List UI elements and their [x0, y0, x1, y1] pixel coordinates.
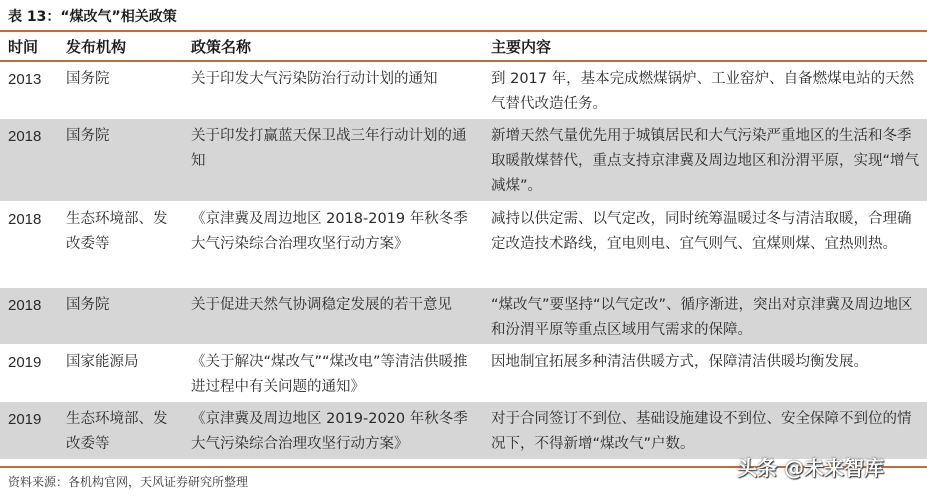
- cell-year: 2018: [0, 118, 58, 201]
- cell-year: 2019: [0, 344, 58, 401]
- header-content: 主要内容: [483, 32, 927, 61]
- cell-content: 减持以供定需、以气定改，同时统筹温暖过冬与清洁取暖，合理确定改造技术路线，宜电则电、宜气则气、宜煤则煤、宜热则热。: [483, 201, 927, 287]
- cell-content: 到 2017 年，基本完成燃煤锅炉、工业窑炉、自备燃煤电站的天然气替代改造任务。: [483, 61, 927, 118]
- watermark: 头条 @未来智库: [737, 456, 884, 480]
- cell-policy: 《京津冀及周边地区 2018-2019 年秋冬季大气污染综合治理攻坚行动方案》: [183, 201, 483, 287]
- header-org: 发布机构: [58, 32, 183, 61]
- cell-org: 国务院: [58, 118, 183, 201]
- cell-content: 对于合同签订不到位、基础设施建设不到位、安全保障不到位的情况下，不得新增“煤改气”户数。: [483, 401, 927, 459]
- table-row: [0, 118, 927, 201]
- cell-org: 生态环境部、发改委等: [58, 201, 183, 287]
- table-row: [0, 287, 927, 344]
- cell-policy: 《京津冀及周边地区 2019-2020 年秋冬季大气污染综合治理攻坚行动方案》: [183, 401, 483, 459]
- cell-year: 2019: [0, 401, 58, 459]
- policy-table: [0, 32, 927, 460]
- table-row: [0, 401, 927, 459]
- table-row: [0, 201, 927, 287]
- table-title: 表 13：“煤改气”相关政策: [8, 9, 177, 25]
- cell-org: 国家能源局: [58, 344, 183, 401]
- cell-year: 2013: [0, 61, 58, 118]
- cell-content: “煤改气”要坚持“以气定改”、循序渐进，突出对京津冀及周边地区和汾渭平原等重点区域用气需求的保障。: [483, 287, 927, 344]
- header-year: 时间: [0, 32, 58, 61]
- cell-org: 国务院: [58, 61, 183, 118]
- table-row: [0, 344, 927, 401]
- cell-policy: 关于促进天然气协调稳定发展的若干意见: [183, 287, 483, 344]
- cell-policy: 关于印发打赢蓝天保卫战三年行动计划的通知: [183, 118, 483, 201]
- cell-policy: 《关于解决“煤改气”“煤改电”等清洁供暖推进过程中有关问题的通知》: [183, 344, 483, 401]
- table-header-row: [0, 32, 927, 61]
- table-row: [0, 61, 927, 118]
- cell-content: 因地制宜拓展多种清洁供暖方式，保障清洁供暖均衡发展。: [483, 344, 927, 401]
- cell-year: 2018: [0, 201, 58, 287]
- cell-policy: 关于印发大气污染防治行动计划的通知: [183, 61, 483, 118]
- header-policy: 政策名称: [183, 32, 483, 61]
- source-note: 资料来源：各机构官网，天风证券研究所整理: [8, 475, 249, 489]
- cell-content: 新增天然气量优先用于城镇居民和大气污染严重地区的生活和冬季取暖散煤替代，重点支持京津冀及周边地区和汾渭平原，实现“增气减煤”。: [483, 118, 927, 201]
- cell-year: 2018: [0, 287, 58, 344]
- cell-org: 国务院: [58, 287, 183, 344]
- cell-org: 生态环境部、发改委等: [58, 401, 183, 459]
